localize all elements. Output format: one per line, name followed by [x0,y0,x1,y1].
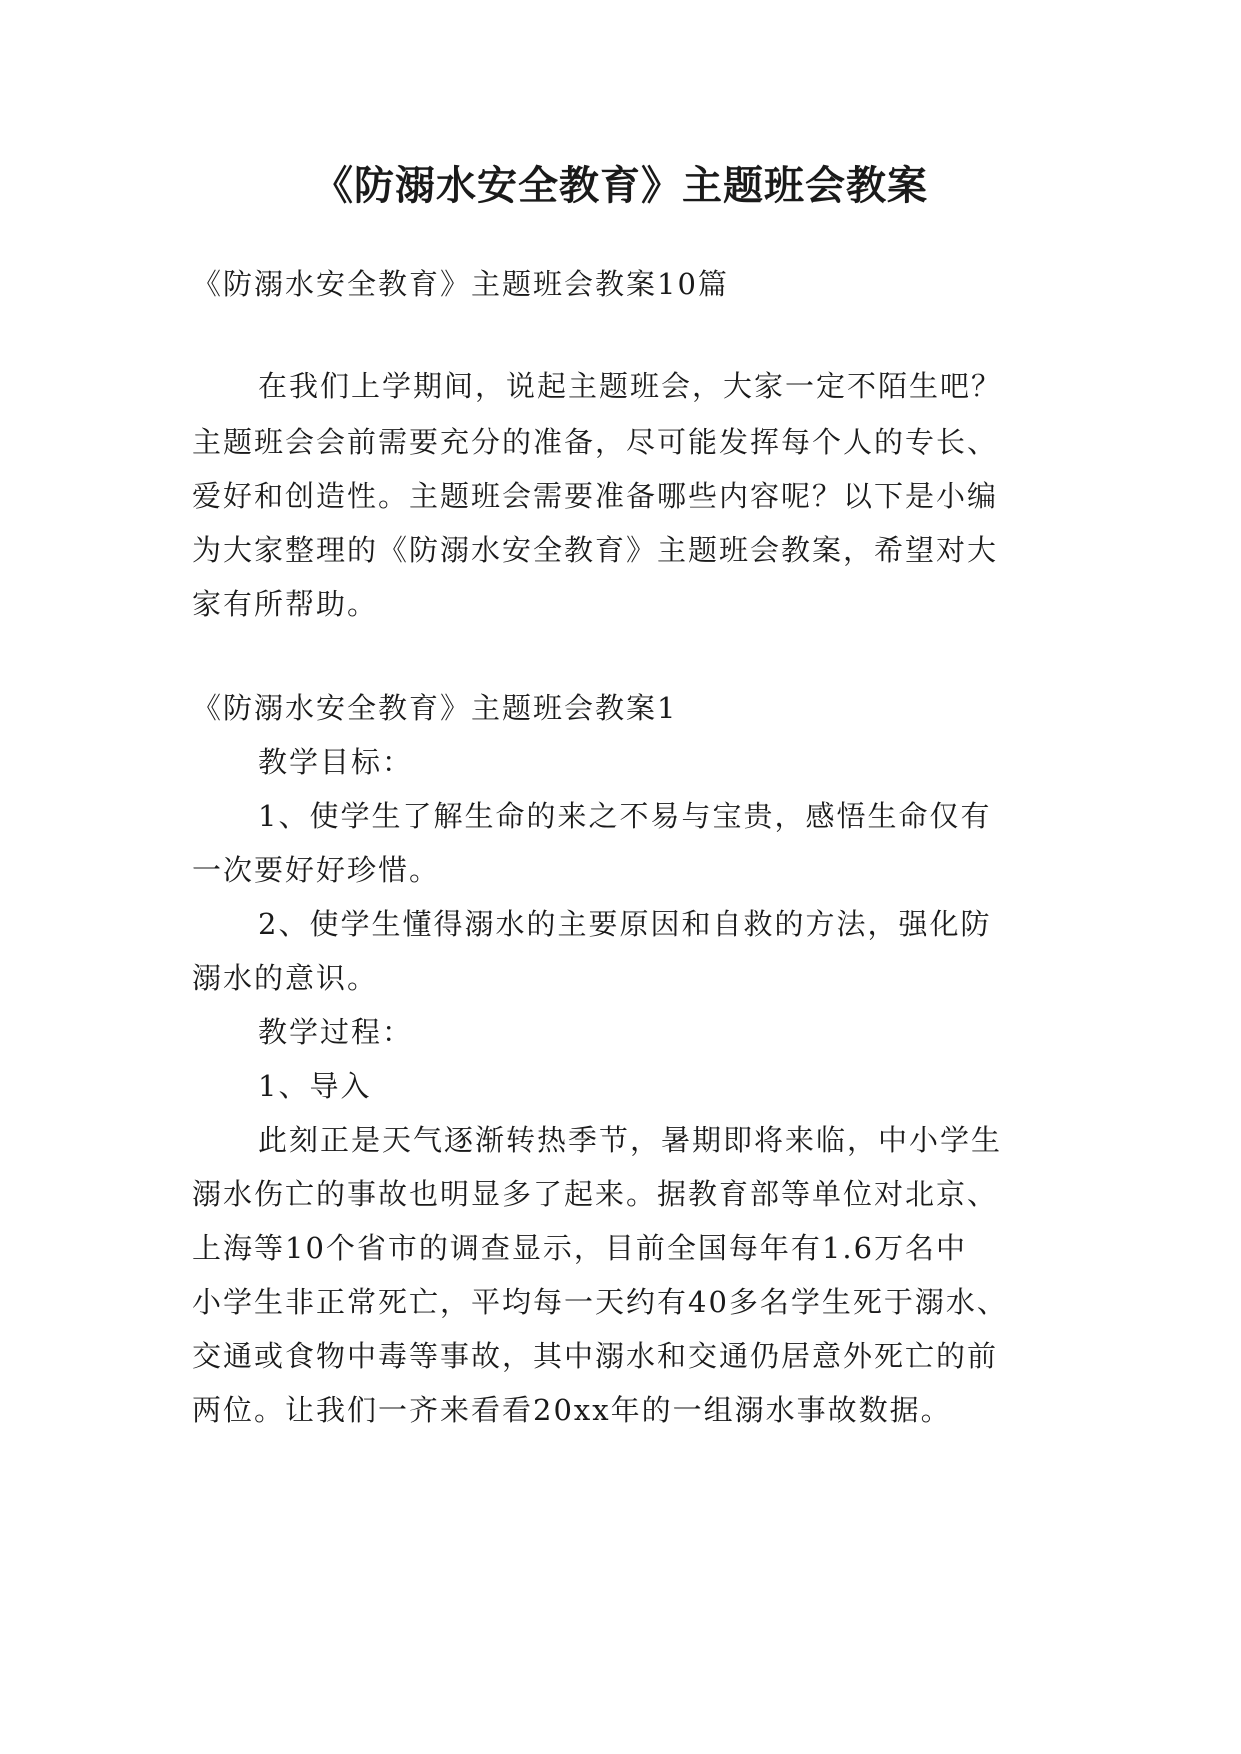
document-title: 《防溺水安全教育》主题班会教案 [313,163,928,209]
intro-line-3: 爱好和创造性。主题班会需要准备哪些内容呢？以下是小编 [192,479,999,513]
intro-line-2: 主题班会会前需要充分的准备，尽可能发挥每个人的专长、 [192,425,999,459]
objective-1-line-2: 一次要好好珍惜。 [192,853,441,887]
step-1-line-1: 此刻正是天气逐渐转热季节，暑期即将来临，中小学生 [258,1123,1003,1157]
objective-1-line-1: 1、使学生了解生命的来之不易与宝贵，感悟生命仅有 [258,799,992,833]
intro-line-5: 家有所帮助。 [192,587,379,621]
document-subtitle: 《防溺水安全教育》主题班会教案10篇 [192,267,729,301]
process-label: 教学过程： [258,1015,414,1049]
step-1-line-6: 两位。让我们一齐来看看20xx年的一组溺水事故数据。 [192,1393,952,1427]
intro-line-4: 为大家整理的《防溺水安全教育》主题班会教案，希望对大 [192,533,999,567]
section-heading: 《防溺水安全教育》主题班会教案1 [192,691,678,725]
objective-2-line-1: 2、使学生懂得溺水的主要原因和自救的方法，强化防 [258,907,992,941]
step-1-heading: 1、导入 [258,1069,372,1103]
step-1-line-4: 小学生非正常死亡，平均每一天约有40多名学生死于溺水、 [192,1285,1008,1319]
objectives-label: 教学目标： [258,745,414,779]
step-1-line-5: 交通或食物中毒等事故，其中溺水和交通仍居意外死亡的前 [192,1339,999,1373]
intro-line-1: 在我们上学期间，说起主题班会，大家一定不陌生吧？ [258,369,1003,403]
step-1-line-3: 上海等10个省市的调查显示，目前全国每年有1.6万名中 [192,1231,968,1265]
objective-2-line-2: 溺水的意识。 [192,961,379,995]
step-1-line-2: 溺水伤亡的事故也明显多了起来。据教育部等单位对北京、 [192,1177,999,1211]
